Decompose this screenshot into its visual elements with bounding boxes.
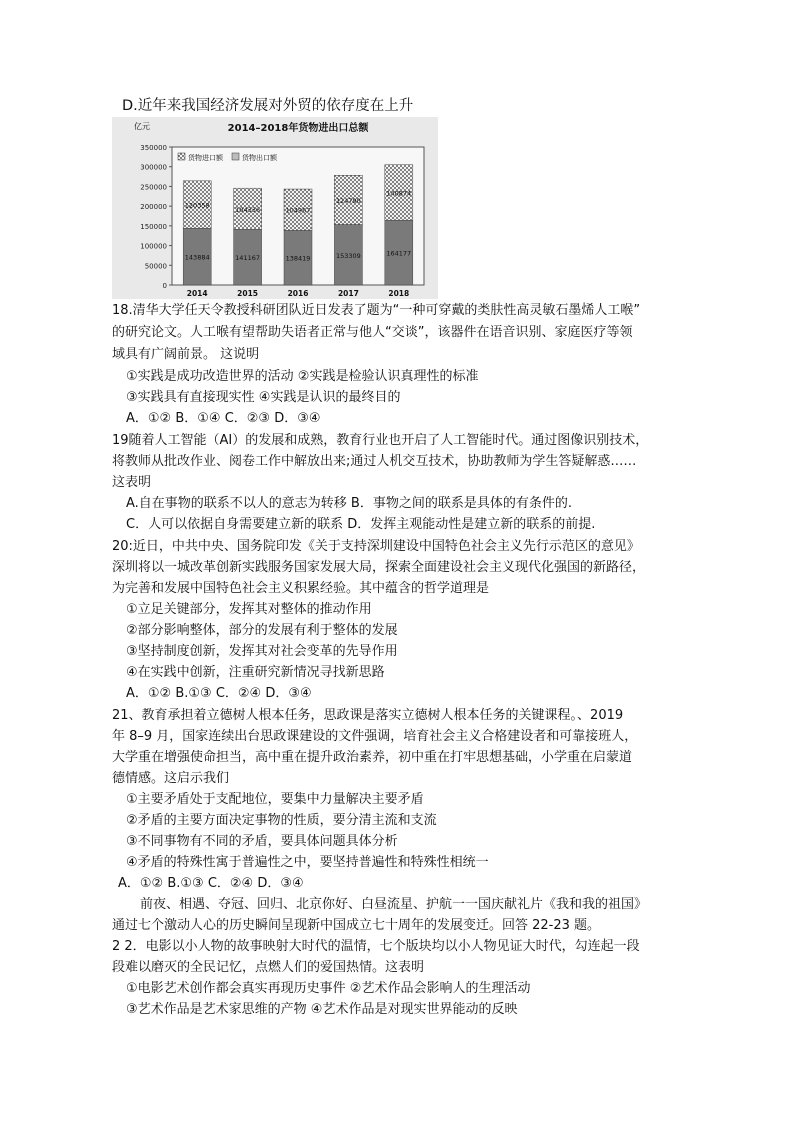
- import-value-label: 104967: [285, 206, 311, 215]
- q17-option-d: D.近年来我国经济发展对外贸的依存度在上升: [122, 98, 414, 114]
- q20-stem-2: 深圳将以一城改革创新实践服务国家发展大局，探索全面建设社会主义现代化强国的新路径，: [112, 560, 646, 575]
- material-line-2: 通过七个激动人心的历史瞬间呈现新中国成立七十周年的发展变迁。回答 22-23 题。: [112, 918, 601, 933]
- legend-import-label: 货物进口额: [188, 154, 223, 162]
- q20-item-2: ②部分影响整体，部分的发展有利于整体的发展: [126, 623, 398, 638]
- q18-stem-1: 18.清华大学任天令教授科研团队近日发表了题为“一种可穿戴的类肤性高灵敏石墨烯人工喉”: [112, 303, 641, 318]
- q21-item-1: ①主要矛盾处于支配地位，要集中力量解决主要矛盾: [126, 792, 424, 807]
- q21-item-4: ④矛盾的特殊性寓于普遍性之中，要坚持普遍性和特殊性相统一: [126, 855, 489, 870]
- export-value-label: 138419: [285, 254, 311, 263]
- legend-import-swatch: [178, 153, 185, 160]
- legend-export-swatch: [232, 153, 239, 160]
- import-value-label: 120358: [184, 201, 210, 210]
- x-tick-label: 2017: [337, 289, 359, 298]
- material-line-1: 前夜、相遇、夺冠、回归、北京你好、白昼流星、护航一一国庆献礼片《我和我的祖国》: [140, 897, 648, 912]
- export-value-label: 164177: [386, 249, 412, 258]
- q22-stem-1: 2 2．电影以小人物的故事映射大时代的温情，七个版块均以小人物见证大时代，勾连起一段: [112, 939, 640, 954]
- legend-export-label: 货物出口额: [242, 154, 277, 162]
- x-tick-label: 2016: [287, 289, 309, 298]
- q19-options-cd: C．人可以依据自身需要建立新的联系 D．发挥主观能动性是建立新的联系的前提.: [126, 517, 596, 532]
- x-tick-label: 2015: [237, 289, 259, 298]
- y-tick-label: 200000: [140, 203, 167, 212]
- q20-stem-1: 20:近日，中共中央、国务院印发《关于支持深圳建设中国特色社会主义先行示范区的意见》: [112, 539, 640, 554]
- q21-item-2: ②矛盾的主要方面决定事物的性质，要分清主流和支流: [126, 813, 437, 828]
- q20-stem-3: 为完善和发展中国特色社会主义积累经验。其中蕴含的哲学道理是: [112, 581, 490, 596]
- q21-options: A．①② B.①③ C．②④ D．③④: [118, 876, 304, 891]
- export-value-label: 141167: [235, 254, 261, 263]
- trade-chart-svg: [112, 117, 438, 299]
- q18-stem-3: 域具有广阔前景。 这说明: [112, 347, 260, 362]
- q18-stem-2: 的研究论文。人工喉有望帮助失语者正常与他人“交谈”，该器件在语音识别、家庭医疗等领: [112, 325, 633, 340]
- q18-options: A．①② B．①④ C．②③ D．③④: [126, 411, 321, 426]
- q22-stem-2: 段难以磨灭的全民记忆，点燃人们的爱国热情。这表明: [112, 960, 425, 975]
- x-tick-label: 2018: [388, 289, 410, 298]
- trade-chart: [112, 117, 438, 299]
- q21-stem-4: 德情感。这启示我们: [112, 771, 230, 786]
- q21-stem-3: 大学重在增强使命担当，高中重在提升政治素养，初中重在打牢思想基础，小学重在启蒙道: [112, 750, 633, 765]
- q20-item-3: ③坚持制度创新，发挥其对社会变革的先导作用: [126, 644, 398, 659]
- q19-stem-3: 这表明: [112, 475, 152, 490]
- y-tick-label: 250000: [140, 183, 167, 192]
- q22-items-1: ①电影艺术创作都会真实再现历史事件 ②艺术作品会影响人的生理活动: [126, 981, 531, 996]
- q21-item-3: ③不同事物有不同的矛盾，要具体问题具体分析: [126, 834, 398, 849]
- y-tick-label: 100000: [140, 242, 167, 251]
- export-value-label: 153309: [335, 251, 361, 260]
- y-axis-label: 亿元: [134, 122, 150, 131]
- y-tick-label: 50000: [144, 262, 167, 271]
- q19-stem-2: 将教师从批改作业、阅卷工作中解放出来;通过人机交互技术，协助教师为学生答疑解惑……: [112, 454, 637, 469]
- y-tick-label: 0: [162, 282, 167, 290]
- y-tick-label: 150000: [140, 222, 167, 231]
- q20-options: A．①② B.①③ C．②④ D．③④: [126, 686, 312, 701]
- q21-stem-2: 年 8–9 月，国家连续出台思政课建设的文件强调，培育社会主义合格建设者和可靠接班人，: [112, 729, 638, 744]
- q20-item-1: ①立足关键部分，发挥其对整体的推动作用: [126, 602, 372, 617]
- q21-stem-1: 21、教育承担着立德树人根本任务，思政课是落实立德树人根本任务的关键课程。、2019: [112, 708, 624, 723]
- q19-options-ab: A.自在事物的联系不以人的意志为转移 B．事物之间的联系是具体的有条件的.: [126, 496, 572, 511]
- import-value-label: 124790: [335, 196, 361, 205]
- q19-stem-1: 19随着人工智能（AI）的发展和成熟，教育行业也开启了人工智能时代。通过图像识别技术，: [112, 433, 649, 448]
- q22-items-2: ③艺术作品是艺术家思维的产物 ④艺术作品是对现实世界能动的反映: [126, 1002, 518, 1017]
- q18-items-2: ③实践具有直接现实性 ④实践是认识的最终目的: [126, 390, 401, 405]
- q20-item-4: ④在实践中创新，注重研究新情况寻找新思路: [126, 665, 385, 680]
- import-value-label: 140874: [386, 189, 412, 198]
- x-tick-label: 2014: [186, 289, 208, 298]
- y-tick-label: 350000: [140, 144, 167, 152]
- q18-items-1: ①实践是成功改造世界的活动 ②实践是检验认识真理性的标准: [126, 369, 479, 384]
- export-value-label: 143884: [184, 253, 210, 262]
- import-value-label: 104336: [235, 205, 261, 214]
- chart-title: 2014–2018年货物进出口总额: [227, 123, 369, 134]
- y-tick-label: 300000: [140, 163, 167, 172]
